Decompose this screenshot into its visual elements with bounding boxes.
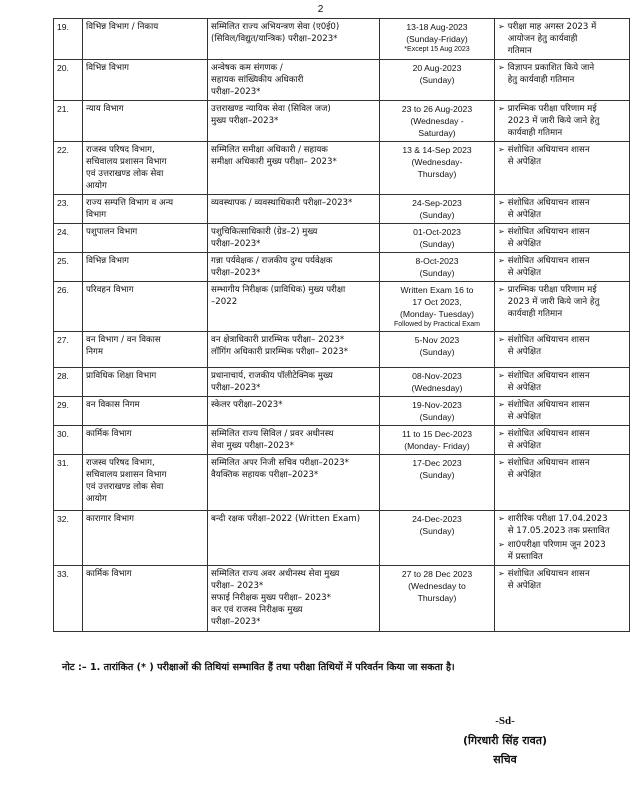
exam-date-line: 23 to 26 Aug-2023 [401, 104, 473, 114]
department-line: परिवहन विभाग [86, 285, 134, 295]
signatory-name: (गिरधारी सिंह रावत) [462, 734, 548, 747]
exam-date-line: 24-Sep-2023 [412, 198, 462, 208]
exam-name-line: मुख्य परीक्षा–2023* [211, 116, 279, 126]
exam-date-note: *Except 15 Aug 2023 [404, 46, 470, 53]
exam-name-cell [208, 142, 380, 195]
exam-date-line: 27 to 28 Dec 2023 [401, 569, 473, 579]
exam-date-line: (Sunday-Friday) [406, 34, 468, 44]
remark-item [498, 539, 626, 563]
exam-date-line: 5-Nov 2023 [414, 335, 460, 345]
bullet-arrow-icon: ➢ [498, 63, 505, 72]
remark-text [508, 457, 590, 481]
footnote: नोट :– 1. तारांकित (* ) परीक्षाओं की तिथियां सम्भावित हैं तथा परीक्षा तिथियों में परिवर्तन किया जा सकता है। [62, 662, 455, 673]
serial-number-cell: 27. [54, 332, 83, 368]
exam-name-line: वैयक्तिक सहायक परीक्षा–2023* [211, 470, 319, 480]
remark-text [508, 428, 590, 452]
remarks-cell [495, 195, 630, 224]
remark-text [508, 144, 590, 168]
exam-name-line: सहायक सांख्यिकीय अधिकारी [211, 75, 304, 85]
exam-name-cell [208, 282, 380, 332]
serial-number-cell: 33. [54, 566, 83, 632]
serial-number-cell: 31. [54, 455, 83, 511]
remarks-cell [495, 566, 630, 632]
department-line: आयोग [86, 181, 107, 191]
remark-text [508, 21, 597, 57]
serial-number-cell: 21. [54, 101, 83, 142]
exam-date-line: (Monday- Tuesday) [399, 309, 475, 319]
exam-date-line: 08-Nov-2023 [412, 371, 462, 381]
remark-item [498, 103, 626, 139]
page-number: 2 [317, 4, 324, 15]
remark-item [498, 370, 626, 394]
exam-date-cell [380, 368, 495, 397]
remark-item [498, 568, 626, 592]
remark-line: में प्रस्तावित [507, 552, 543, 562]
remark-text [508, 62, 594, 86]
exam-date-line: 24-Dec-2023 [412, 514, 462, 524]
table-row [54, 19, 630, 60]
remark-line: से अपेक्षित [507, 581, 541, 591]
exam-name-line: गन्ना पर्यवेक्षक / राजकीय दुग्ध पर्यवेक्षक [211, 256, 333, 266]
department-cell [83, 397, 208, 426]
remark-line: प्रारम्भिक परीक्षा परिणाम मई [507, 285, 597, 295]
remark-line: शा0परीक्षा परिणाम जून 2023 [507, 540, 606, 550]
bullet-arrow-icon: ➢ [498, 371, 505, 380]
table-row [54, 368, 630, 397]
remarks-cell [495, 332, 630, 368]
department-line: पशुपालन विभाग [86, 227, 138, 237]
exam-date-line: Saturday) [418, 128, 456, 138]
department-line: सचिवालय प्रशासन विभाग [86, 470, 167, 480]
exam-name-cell [208, 455, 380, 511]
remark-item [498, 428, 626, 452]
remark-line: कार्यवाही गतिमान [507, 309, 563, 319]
department-cell [83, 253, 208, 282]
exam-name-cell [208, 368, 380, 397]
department-cell [83, 368, 208, 397]
remark-line: से अपेक्षित [507, 210, 541, 220]
table-row [54, 332, 630, 368]
department-line: कार्मिक विभाग [86, 429, 132, 439]
exam-date-line: 20 Aug-2023 [412, 63, 462, 73]
department-line: एवं उत्तराखण्ड लोक सेवा [86, 169, 164, 179]
department-line: न्याय विभाग [86, 104, 124, 114]
remark-item [498, 144, 626, 168]
remark-item [498, 197, 626, 221]
exam-date-line: 13-18 Aug-2023 [406, 22, 468, 32]
bullet-arrow-icon: ➢ [498, 198, 505, 207]
exam-date-line: (Sunday) [419, 470, 455, 480]
remark-line: संशोधित अधियाचन शासन [507, 458, 590, 468]
remarks-cell [495, 511, 630, 566]
remarks-cell [495, 224, 630, 253]
table-row [54, 195, 630, 224]
bullet-arrow-icon: ➢ [498, 514, 505, 523]
exam-date-cell [380, 19, 495, 60]
remark-item [498, 226, 626, 250]
remark-item [498, 334, 626, 358]
exam-date-line: (Wednesday) [411, 383, 463, 393]
serial-number-cell: 24. [54, 224, 83, 253]
exam-date-cell [380, 60, 495, 101]
department-cell [83, 332, 208, 368]
remarks-cell [495, 101, 630, 142]
remark-line: संशोधित अधियाचन शासन [507, 145, 590, 155]
exam-schedule-table [53, 18, 630, 632]
exam-date-line: Thursday) [417, 169, 457, 179]
bullet-arrow-icon: ➢ [498, 285, 505, 294]
department-cell [83, 224, 208, 253]
table-row [54, 397, 630, 426]
serial-number-cell: 23. [54, 195, 83, 224]
remarks-cell [495, 60, 630, 101]
department-cell [83, 60, 208, 101]
exam-date-cell [380, 566, 495, 632]
exam-date-line: (Sunday) [419, 75, 455, 85]
signatory-designation: सचिव [493, 753, 517, 766]
remark-line: से अपेक्षित [507, 157, 541, 167]
remark-line: से अपेक्षित [507, 441, 541, 451]
exam-name-cell [208, 566, 380, 632]
exam-date-note: Followed by Practical Exam [394, 321, 480, 328]
department-line: विभिन्न विभाग [86, 63, 130, 73]
exam-name-line: प्रधानाचार्य, राजकीय पॉलीटेक्निक मुख्य [211, 371, 333, 381]
exam-date-cell [380, 455, 495, 511]
department-cell [83, 101, 208, 142]
exam-name-line: सम्मिलित राज्य अभियन्त्रण सेवा (ए0ई0) [211, 22, 340, 32]
exam-date-cell [380, 253, 495, 282]
exam-name-line: सम्मिलित राज्य अवर अधीनस्थ सेवा मुख्य [211, 569, 340, 579]
exam-date-cell [380, 397, 495, 426]
remark-text [508, 255, 590, 279]
remark-item [498, 457, 626, 481]
exam-name-line: लॉगिंग अधिकारी प्रारम्भिक परीक्षा– 2023* [211, 347, 349, 357]
remark-item [498, 513, 626, 537]
department-cell [83, 19, 208, 60]
department-line: आयोग [86, 494, 107, 504]
serial-number-cell: 19. [54, 19, 83, 60]
serial-number-cell: 25. [54, 253, 83, 282]
bullet-arrow-icon: ➢ [498, 335, 505, 344]
exam-date-line: (Wednesday to [408, 581, 466, 591]
exam-name-line: सम्मिलित समीक्षा अधिकारी / सहायक [211, 145, 328, 155]
exam-date-line: 11 to 15 Dec-2023 [401, 429, 473, 439]
exam-date-cell [380, 426, 495, 455]
exam-date-line: 19-Nov-2023 [412, 400, 462, 410]
exam-name-cell [208, 253, 380, 282]
bullet-arrow-icon: ➢ [498, 429, 505, 438]
exam-name-line: कर एवं राजस्व निरीक्षक मुख्य [211, 605, 303, 615]
remark-line: प्रारम्भिक परीक्षा परिणाम मई [507, 104, 597, 114]
exam-date-cell [380, 101, 495, 142]
exam-name-cell [208, 426, 380, 455]
exam-name-line: समीक्षा अधिकारी मुख्य परीक्षा– 2023* [211, 157, 337, 167]
exam-date-line: 01-Oct-2023 [413, 227, 461, 237]
exam-name-line: सम्भागीय निरीक्षक (प्राविधिक) मुख्य परीक्षा [211, 285, 346, 295]
exam-date-cell [380, 511, 495, 566]
exam-name-cell [208, 195, 380, 224]
department-line: कार्मिक विभाग [86, 569, 132, 579]
exam-date-line: 17-Dec 2023 [412, 458, 462, 468]
exam-name-cell [208, 332, 380, 368]
remark-line: आयोजन हेतु कार्यवाही [507, 34, 578, 44]
remarks-cell [495, 368, 630, 397]
remarks-cell [495, 397, 630, 426]
table-row [54, 566, 630, 632]
department-cell [83, 566, 208, 632]
exam-name-cell [208, 19, 380, 60]
department-line: सचिवालय प्रशासन विभाग [86, 157, 167, 167]
table-row [54, 455, 630, 511]
exam-name-cell [208, 60, 380, 101]
bullet-arrow-icon: ➢ [498, 540, 505, 549]
department-cell [83, 455, 208, 511]
remark-text [508, 370, 590, 394]
department-line: कारागार विभाग [86, 514, 134, 524]
department-line: राजस्व परिषद विभाग, [86, 145, 155, 155]
signature-sd: -Sd- [495, 715, 515, 727]
remark-text [508, 284, 600, 320]
department-line: राजस्व परिषद विभाग, [86, 458, 155, 468]
exam-name-line: सेवा मुख्य परीक्षा–2023* [211, 441, 294, 451]
exam-name-cell [208, 511, 380, 566]
table-row [54, 282, 630, 332]
remarks-cell [495, 142, 630, 195]
remark-line: 2023 में जारी किये जाने हेतु [507, 297, 600, 307]
remark-line: से अपेक्षित [507, 347, 541, 357]
remark-text [508, 197, 590, 221]
serial-number-cell: 28. [54, 368, 83, 397]
exam-date-cell [380, 332, 495, 368]
bullet-arrow-icon: ➢ [498, 256, 505, 265]
exam-name-line: स्केलर परीक्षा–2023* [211, 400, 283, 410]
exam-date-line: (Monday- Friday) [404, 441, 470, 451]
department-line: राज्य सम्पत्ति विभाग व अन्य [86, 198, 174, 208]
remark-item [498, 62, 626, 86]
table-row [54, 60, 630, 101]
exam-name-line: वन क्षेत्राधिकारी प्रारम्भिक परीक्षा– 2023* [211, 335, 345, 345]
bullet-arrow-icon: ➢ [498, 458, 505, 467]
remark-line: कार्यवाही गतिमान [507, 128, 563, 138]
remark-line: गतिमान [507, 46, 532, 56]
remark-text [508, 539, 606, 563]
exam-date-cell [380, 282, 495, 332]
serial-number-cell: 30. [54, 426, 83, 455]
department-line: विभिन्न विभाग / निकाय [86, 22, 159, 32]
exam-name-line: –2022 [211, 297, 238, 307]
exam-name-line: परीक्षा–2023* [211, 87, 261, 97]
bullet-arrow-icon: ➢ [498, 569, 505, 578]
remark-line: 2023 में जारी किये जाने हेतु [507, 116, 600, 126]
remark-item [498, 255, 626, 279]
serial-number-cell: 32. [54, 511, 83, 566]
remark-item [498, 21, 626, 57]
exam-date-line: (Sunday) [419, 239, 455, 249]
remarks-cell [495, 426, 630, 455]
exam-date-line: (Sunday) [419, 526, 455, 536]
exam-name-cell [208, 224, 380, 253]
exam-name-line: सम्मिलित अपर निजी सचिव परीक्षा–2023* [211, 458, 349, 468]
exam-date-line: (Sunday) [419, 347, 455, 357]
remark-line: संशोधित अधियाचन शासन [507, 335, 590, 345]
exam-name-line: परीक्षा–2023* [211, 617, 261, 627]
department-cell [83, 282, 208, 332]
remark-line: से अपेक्षित [507, 383, 541, 393]
remark-line: संशोधित अधियाचन शासन [507, 400, 590, 410]
exam-name-line: परीक्षा– 2023* [211, 581, 264, 591]
remarks-cell [495, 282, 630, 332]
exam-name-line: परीक्षा–2023* [211, 268, 261, 278]
exam-date-line: Thursday) [417, 593, 457, 603]
remark-line: संशोधित अधियाचन शासन [507, 371, 590, 381]
bullet-arrow-icon: ➢ [498, 22, 505, 31]
exam-name-line: परीक्षा–2023* [211, 383, 261, 393]
department-cell [83, 426, 208, 455]
remark-line: शारीरिक परीक्षा 17.04.2023 [507, 514, 608, 524]
exam-name-line: बन्दी रक्षक परीक्षा–2022 (Written Exam) [211, 514, 361, 524]
bullet-arrow-icon: ➢ [498, 104, 505, 113]
remark-line: से अपेक्षित [507, 268, 541, 278]
department-cell [83, 195, 208, 224]
table-row [54, 253, 630, 282]
serial-number-cell: 20. [54, 60, 83, 101]
exam-date-line: 8-Oct-2023 [415, 256, 459, 266]
exam-name-line: सम्मिलित राज्य सिविल / प्रवर अधीनस्थ [211, 429, 334, 439]
remark-line: से अपेक्षित [507, 239, 541, 249]
department-line: प्राविधिक शिक्षा विभाग [86, 371, 157, 381]
exam-date-line: (Wednesday- [411, 157, 463, 167]
remark-item [498, 399, 626, 423]
table-row [54, 224, 630, 253]
exam-date-cell [380, 142, 495, 195]
table-row [54, 142, 630, 195]
bullet-arrow-icon: ➢ [498, 400, 505, 409]
exam-date-cell [380, 224, 495, 253]
remark-line: संशोधित अधियाचन शासन [507, 256, 590, 266]
exam-date-line: (Sunday) [419, 210, 455, 220]
serial-number-cell: 29. [54, 397, 83, 426]
exam-date-line: 17 Oct 2023, [412, 297, 462, 307]
exam-name-line: व्यवस्थापक / व्यवस्थाधिकारी परीक्षा–2023* [211, 198, 353, 208]
exam-date-line: 13 & 14-Sep 2023 [402, 145, 472, 155]
remark-line: हेतु कार्यवाही गतिमान [507, 75, 575, 85]
department-cell [83, 511, 208, 566]
department-line: वन विभाग / वन विकास [86, 335, 161, 345]
exam-date-line: (Sunday) [419, 268, 455, 278]
exam-name-line: पशुचिकित्साधिकारी (ग्रेड–2) मुख्य [211, 227, 318, 237]
exam-name-line: अन्वेषक कम संगणक / [211, 63, 283, 73]
table-row [54, 511, 630, 566]
remark-line: विज्ञापन प्रकाशित किये जाने [507, 63, 595, 73]
exam-name-line: परीक्षा–2023* [211, 239, 261, 249]
department-cell [83, 142, 208, 195]
remarks-cell [495, 253, 630, 282]
remark-line: संशोधित अधियाचन शासन [507, 429, 590, 439]
exam-date-line: Written Exam 16 to [400, 285, 474, 295]
exam-date-line: (Sunday) [419, 412, 455, 422]
department-line: विभाग [86, 210, 107, 220]
remark-text [508, 399, 590, 423]
remark-text [508, 513, 610, 537]
remark-line: संशोधित अधियाचन शासन [507, 198, 590, 208]
table-row [54, 101, 630, 142]
exam-name-cell [208, 101, 380, 142]
department-line: निगम [86, 347, 103, 357]
exam-name-cell [208, 397, 380, 426]
remark-line: से अपेक्षित [507, 412, 541, 422]
remark-text [508, 226, 590, 250]
remark-item [498, 284, 626, 320]
remarks-cell [495, 19, 630, 60]
serial-number-cell: 22. [54, 142, 83, 195]
bullet-arrow-icon: ➢ [498, 227, 505, 236]
remarks-cell [495, 455, 630, 511]
exam-name-line: उत्तराखण्ड न्यायिक सेवा (सिविल जज) [211, 104, 331, 114]
exam-name-line: (सिविल/विद्युत/यान्त्रिक) परीक्षा–2023* [211, 34, 338, 44]
remark-line: से अपेक्षित [507, 470, 541, 480]
department-line: वन विकास निगम [86, 400, 140, 410]
remark-line: से 17.05.2023 तक प्रस्तावित [507, 526, 610, 536]
serial-number-cell: 26. [54, 282, 83, 332]
bullet-arrow-icon: ➢ [498, 145, 505, 154]
remark-line: संशोधित अधियाचन शासन [507, 569, 590, 579]
department-line: विभिन्न विभाग [86, 256, 130, 266]
remark-text [508, 568, 590, 592]
remark-line: परीक्षा माह अगस्त 2023 में [507, 22, 597, 32]
department-line: एवं उत्तराखण्ड लोक सेवा [86, 482, 164, 492]
table-row [54, 426, 630, 455]
exam-date-cell [380, 195, 495, 224]
remark-text [508, 334, 590, 358]
exam-name-line: सफाई निरीक्षक मुख्य परीक्षा– 2023* [211, 593, 331, 603]
remark-line: संशोधित अधियाचन शासन [507, 227, 590, 237]
remark-text [508, 103, 600, 139]
exam-date-line: (Wednesday - [410, 116, 464, 126]
